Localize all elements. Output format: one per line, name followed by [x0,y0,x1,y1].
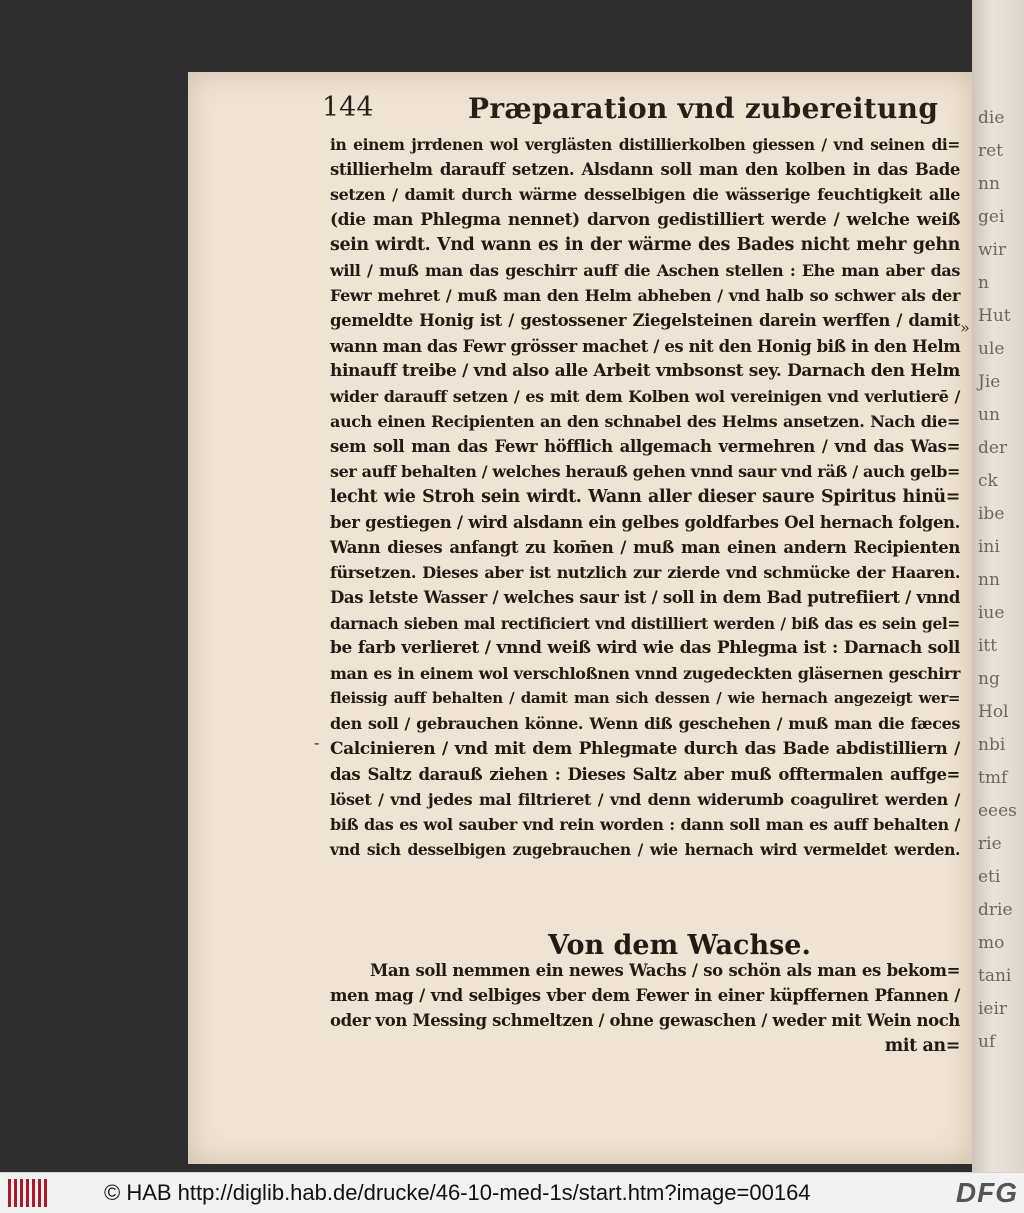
facing-page-fragment: uf [978,1032,996,1052]
text-line: man es in einem wol verschloßnen vnnd zugedeckten gläsernen geschirr [330,663,960,683]
text-line: biß das es wol sauber vnd rein worden : dann soll man es auff behalten / [330,815,960,835]
text-line: darnach sieben mal rectificiert vnd distilliert werden / biß das es sein gel= [330,613,960,633]
facing-page-edge [972,0,1024,1172]
text-line: fürsetzen. Dieses aber ist nutzlich zur zierde vnd schmücke der Haaren. [330,563,960,583]
text-line: will / muß man das geschirr auff die Aschen stellen : Ehe man aber das [330,260,960,280]
text-line: fleissig auff behalten / damit man sich dessen / wie hernach angezeigt wer= [330,689,960,708]
facing-page-fragment: der [978,438,1008,458]
facing-page-fragment: tmf [978,768,1008,788]
facing-page-fragment: eees [978,801,1017,821]
facing-page-fragment: die [978,108,1005,128]
running-head: Præparation vnd zubereitung [468,92,939,125]
text-line: mit an= [884,1035,960,1056]
text-line: stillierhelm darauff setzen. Alsdann soll man den kolben in das Bade [330,160,960,180]
facing-page-fragment: mo [978,933,1005,953]
facing-page-fragment: rie [978,834,1002,854]
facing-page-fragment: nn [978,570,1000,590]
section-body-text [330,958,960,1059]
facing-page-fragment: ret [978,141,1004,161]
margin-mark: - [314,733,320,752]
text-line: vnd sich desselbigen zugebrauchen / wie hernach wird vermeldet werden. [330,840,960,860]
text-line: hinauff treibe / vnd also alle Arbeit vmbsonst sey. Darnach den Helm [330,360,960,381]
facing-page-fragment: iue [978,603,1005,623]
facing-page-fragment: ieir [978,999,1008,1019]
facing-page-fragment: gei [978,207,1005,227]
text-line: oder von Messing schmeltzen / ohne gewaschen / weder mit Wein noch [330,1011,960,1031]
text-line: Wann dieses anfangt zu kom̄en / muß man einen andern Recipienten [330,538,960,557]
facing-page-fragment: drie [978,900,1013,920]
text-line: setzen / damit durch wärme desselbigen die wässerige feuchtigkeit alle [330,185,960,205]
facing-page-fragment: ck [978,471,998,491]
facing-page-fragment: Hol [978,702,1009,722]
dfg-logo: DFG [955,1177,1018,1208]
facing-page-fragment: n [978,273,989,293]
page-number: 144 [322,92,374,123]
facing-page-fragment: tani [978,966,1012,986]
text-line: Fewr mehret / muß man den Helm abheben / vnd halb so schwer als der [330,286,960,306]
facing-page-fragment: ng [978,669,1000,689]
facing-page-fragment: Hut [978,306,1011,326]
text-line: ser auff behalten / welches herauß gehen vnnd saur vnd räß / auch gelb= [330,462,960,482]
text-line: lecht wie Stroh sein wirdt. Wann aller dieser saure Spiritus hinü= [330,486,960,507]
facing-page-fragment: nbi [978,735,1006,755]
text-line: auch einen Recipienten an den schnabel des Helms ansetzen. Nach die= [330,412,960,432]
facing-page-fragment: eti [978,867,1001,887]
facing-page-fragment: wir [978,240,1007,260]
text-line: den soll / gebrauchen könne. Wenn diß geschehen / muß man die fæces [330,714,960,734]
body-text [330,132,960,862]
text-line: men mag / vnd selbiges vber dem Fewer in einer küpffernen Pfannen / [330,986,960,1006]
section-title: Von dem Wachse. [548,930,811,961]
citation-link[interactable]: © HAB http://diglib.hab.de/drucke/46-10-med-1s/start.htm?image=00164 [104,1180,811,1205]
page-header [322,92,952,132]
facing-page-fragment: ule [978,339,1005,359]
text-line: (die man Phlegma nennet) darvon gedistilliert werde / welche weiß [330,209,960,230]
facing-page-fragment: ini [978,537,1000,557]
text-line: ber gestiegen / wird alsdann ein gelbes goldfarbes Oel hernach folgen. [330,512,960,532]
facing-page-fragment: Jie [978,372,1001,392]
text-line: sein wirdt. Vnd wann es in der wärme des Bades nicht mehr gehn [330,234,960,255]
text-line: sem soll man das Fewr höfflich allgemach vermehren / vnd das Was= [330,437,960,457]
text-line: Das letste Wasser / welches saur ist / soll in dem Bad putrefiiert / vnnd [330,588,960,608]
text-line: wider darauff setzen / es mit dem Kolben wol vereinigen vnd verlutierē / [330,386,960,406]
facing-page-fragment: itt [978,636,998,656]
text-line: löset / vnd jedes mal filtrieret / vnd denn widerumb coaguliret werden / [330,789,960,809]
text-line: wann man das Fewr grösser machet / es nit den Honig biß in den Helm [330,336,961,356]
text-line: be farb verlieret / vnnd weiß wird wie das Phlegma ist : Darnach soll [330,637,960,658]
margin-mark: » [960,318,970,337]
hab-logo-icon [6,1179,48,1207]
facing-page-fragment: nn [978,174,1000,194]
text-line: gemeldte Honig ist / gestossener Ziegelsteinen darein werffen / damit [330,311,960,331]
text-line: das Saltz darauß ziehen : Dieses Saltz aber muß offtermalen auffge= [330,764,960,784]
viewer-footer [0,1172,1024,1213]
text-line: in einem jrrdenen wol verglästen distillierkolben giessen / vnd seinen di= [330,135,960,154]
text-line: Calcinieren / vnd mit dem Phlegmate durch das Bade abdistilliern / [330,738,960,759]
text-line: Man soll nemmen ein newes Wachs / so schön als man es bekom= [370,961,960,980]
facing-page-fragment: ibe [978,504,1005,524]
facing-page-fragment: un [978,405,1000,425]
